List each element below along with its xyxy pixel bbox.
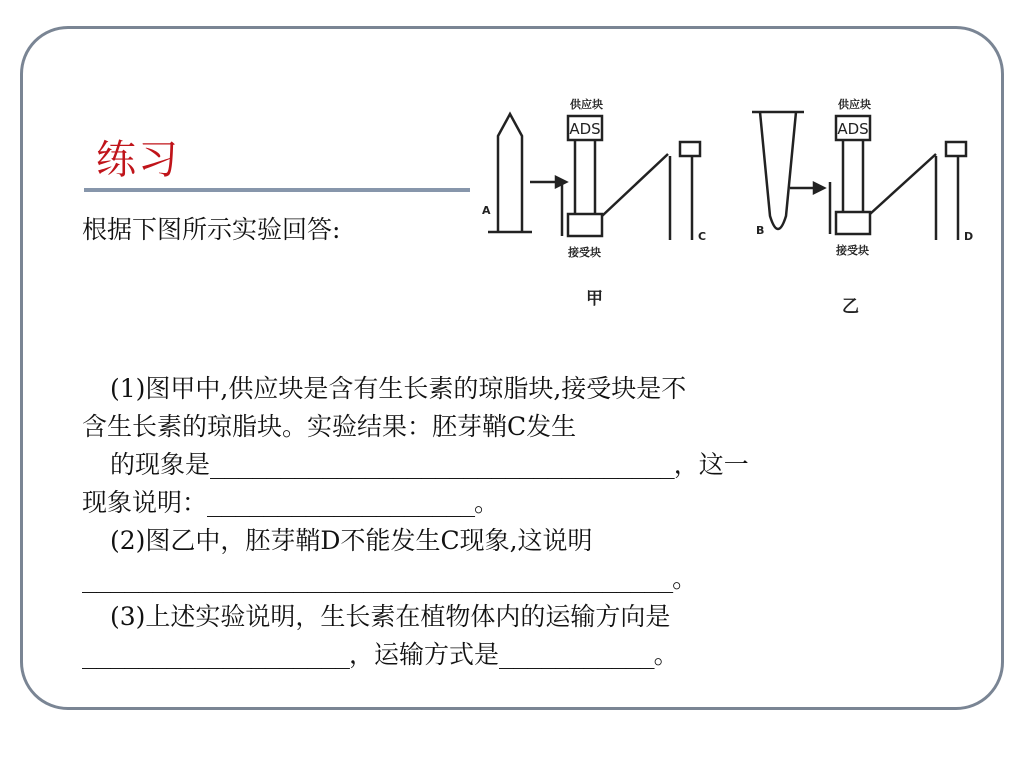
supply-block-mark-jia: ADS: [569, 120, 601, 138]
figure-yi: [752, 112, 966, 240]
coleoptile-a: [498, 114, 522, 232]
q3-line2-text: ，运输方式是: [348, 640, 499, 669]
coleoptile-c-block: [680, 142, 700, 156]
caption-yi: 乙: [842, 297, 859, 317]
supply-label-yi: 供应块: [838, 98, 871, 111]
q3-answer-blank-mode: ___________: [499, 640, 654, 669]
q3-line1: (3)上述实验说明，生长素在植物体内的运输方向是: [110, 602, 671, 631]
label-d: D: [964, 230, 974, 243]
q2-line2-tail: 。: [672, 564, 698, 593]
q2-line2: [82, 560, 922, 598]
q3-line2-tail: 。: [653, 640, 679, 669]
q3-line2: [82, 636, 922, 674]
title-underline: [84, 188, 470, 192]
coleoptile-d-block: [946, 142, 966, 156]
question-block: [82, 370, 922, 674]
q1-line1: (1)图甲中,供应块是含有生长素的琼脂块,接受块是不: [110, 374, 687, 403]
q1-line4: [82, 484, 922, 522]
q1-line3-text: 的现象是: [110, 450, 211, 479]
supply-block-mark-yi: ADS: [837, 120, 869, 138]
q1-answer-blank-phenomenon: _________________________________: [210, 450, 674, 479]
transfer-line-jia: [602, 154, 668, 216]
q1-line3-tail: ，这一: [673, 450, 749, 479]
receive-label-jia: 接受块: [568, 246, 601, 259]
q1-line4-text: 现象说明：: [82, 488, 208, 517]
receive-block-jia: [568, 214, 602, 236]
q1-answer-blank-explanation: ___________________: [207, 488, 474, 517]
q1-line2: 含生长素的琼脂块。实验结果：胚芽鞘C发生: [82, 412, 577, 441]
figure-jia: [488, 114, 700, 240]
slide-title: 练习: [96, 137, 180, 183]
q2-answer-blank: __________________________________________: [82, 564, 673, 593]
q1-line3: [82, 446, 922, 484]
experiment-diagram: [470, 86, 990, 326]
q1-line4-tail: 。: [474, 488, 500, 517]
label-b: B: [756, 224, 765, 237]
q2-line1: (2)图乙中，胚芽鞘D不能发生C现象,这说明: [110, 526, 593, 555]
q3-answer-blank-direction: ___________________: [82, 640, 349, 669]
arrow-head-yi: [814, 183, 824, 193]
label-c: C: [698, 230, 707, 243]
coleoptile-b: [760, 112, 796, 229]
receive-block-yi: [836, 212, 870, 234]
intro-text: 根据下图所示实验回答:: [82, 215, 341, 244]
label-a: A: [482, 204, 491, 217]
caption-jia: 甲: [586, 289, 603, 309]
supply-label-jia: 供应块: [570, 98, 603, 111]
receive-label-yi: 接受块: [836, 244, 869, 257]
transfer-line-yi: [870, 154, 936, 214]
